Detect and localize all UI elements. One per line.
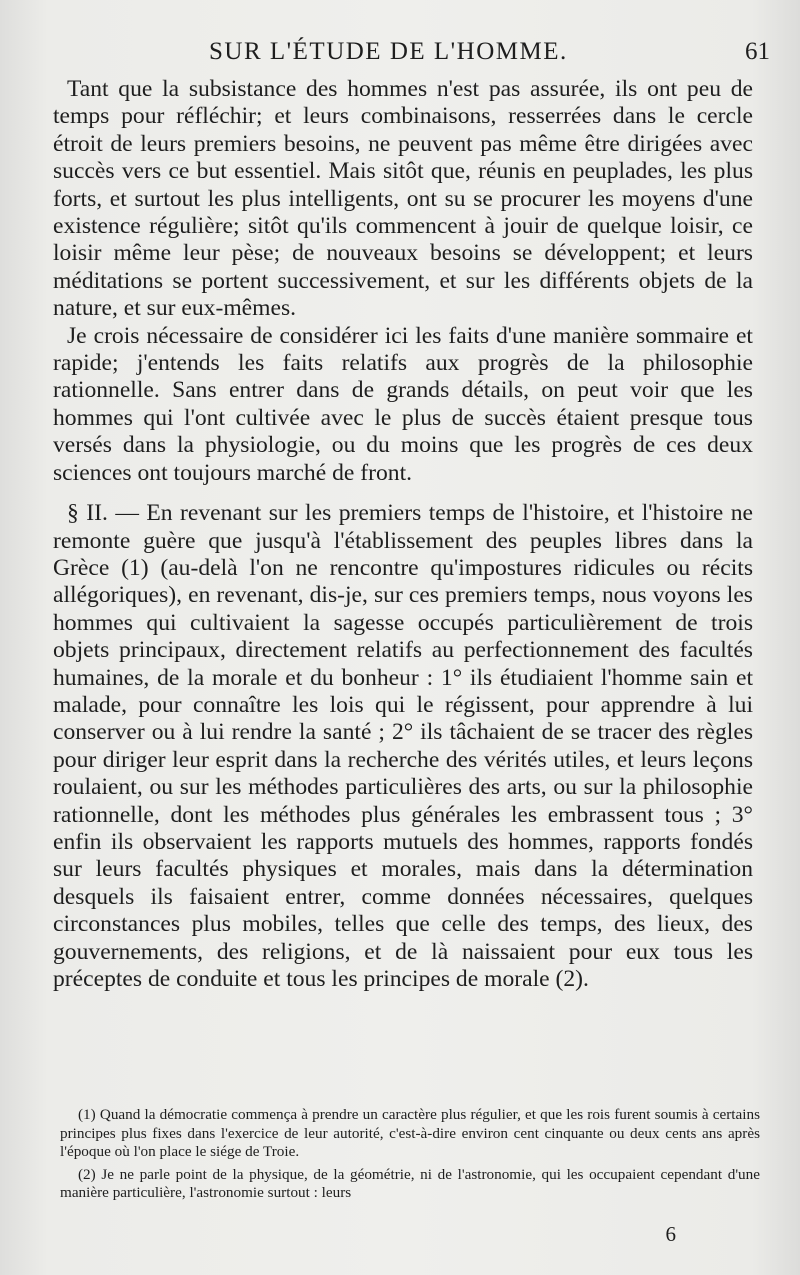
paragraph: Je crois nécessaire de considérer ici les faits d'une manière sommaire et rapide; j'entends les faits relatifs aux progrès de la philosophie rationnelle. Sans entrer dans de grands détails, on peut voir que les hommes qui l'ont cultivée avec le plus de succès étaient presque tous versés dans la physiologie, ou du moins que les progrès de ces deux sciences ont toujours marché de front.: [53, 322, 753, 486]
signature-mark: 6: [665, 1222, 676, 1246]
running-head: SUR L'ÉTUDE DE L'HOMME.: [209, 38, 568, 65]
footnote-2: (2) Je ne parle point de la physique, de la géométrie, ni de l'astronomie, qui les occupaient cependant d'une manière particulière, l'astronomie surtout : leurs: [60, 1165, 760, 1202]
page-header: [0, 38, 800, 72]
footnote-1: (1) Quand la démocratie commença à prendre un caractère plus régulier, et que les rois furent soumis à certains principes plus fixes dans l'exercice de leur autorité, c'est-à-dire environ cent cinquante ou deux cents ans après l'époque où l'on place le siége de Troie.: [60, 1106, 760, 1161]
section-paragraph: § II. — En revenant sur les premiers temps de l'histoire, et l'histoire ne remonte guère que jusqu'à l'établissement des peuples libres dans la Grèce (1) (au-delà l'on ne rencontre qu'impostures ridicules ou récits allégoriques), en revenant, dis-je, sur ces premiers temps, nous voyons les hommes qui cultivaient la sagesse occupés particulièrement de trois objets principaux, directement relatifs au perfectionnement des facultés humaines, de la morale et du bonheur : 1° ils étudiaient l'homme sain et malade, pour connaître les lois qui le régissent, pour apprendre à lui conserver ou à lui rendre la santé ; 2° ils tâchaient de se tracer des règles pour diriger leur esprit dans la recherche des vérités utiles, et leurs leçons roulaient, ou sur les méthodes particulières des arts, ou sur la philosophie rationnelle, dont les méthodes plus générales les embrassent tous ; 3° enfin ils observaient les rapports mutuels des hommes, rapports fondés sur leurs facultés physiques et morales, mais dans la détermination desquels ils faisaient entrer, comme données nécessaires, quelques circonstances plus mobiles, telles que celle des temps, des lieux, des gouvernements, des religions, et de là naissaient pour eux tous les préceptes de conduite et tous les principes de morale (2).: [53, 500, 753, 992]
paragraph: Tant que la subsistance des hommes n'est pas assurée, ils ont peu de temps pour réfléchir; et leurs combinaisons, resserrées dans le cercle étroit de leurs premiers besoins, ne peuvent pas même être dirigées avec succès vers ce but essentiel. Mais sitôt que, réunis en peuplades, les plus forts, et surtout les plus intelligents, ont su se procurer les moyens d'une existence régulière; sitôt qu'ils commencent à jouir de quelque loisir, ce loisir même leur pèse; de nouveaux besoins se développent; et leurs méditations se portent successivement, et sur les différents objets de la nature, et sur eux-mêmes.: [53, 76, 753, 322]
body-text: [53, 76, 753, 993]
page-number: 61: [745, 38, 770, 65]
footnotes: [60, 1106, 760, 1203]
